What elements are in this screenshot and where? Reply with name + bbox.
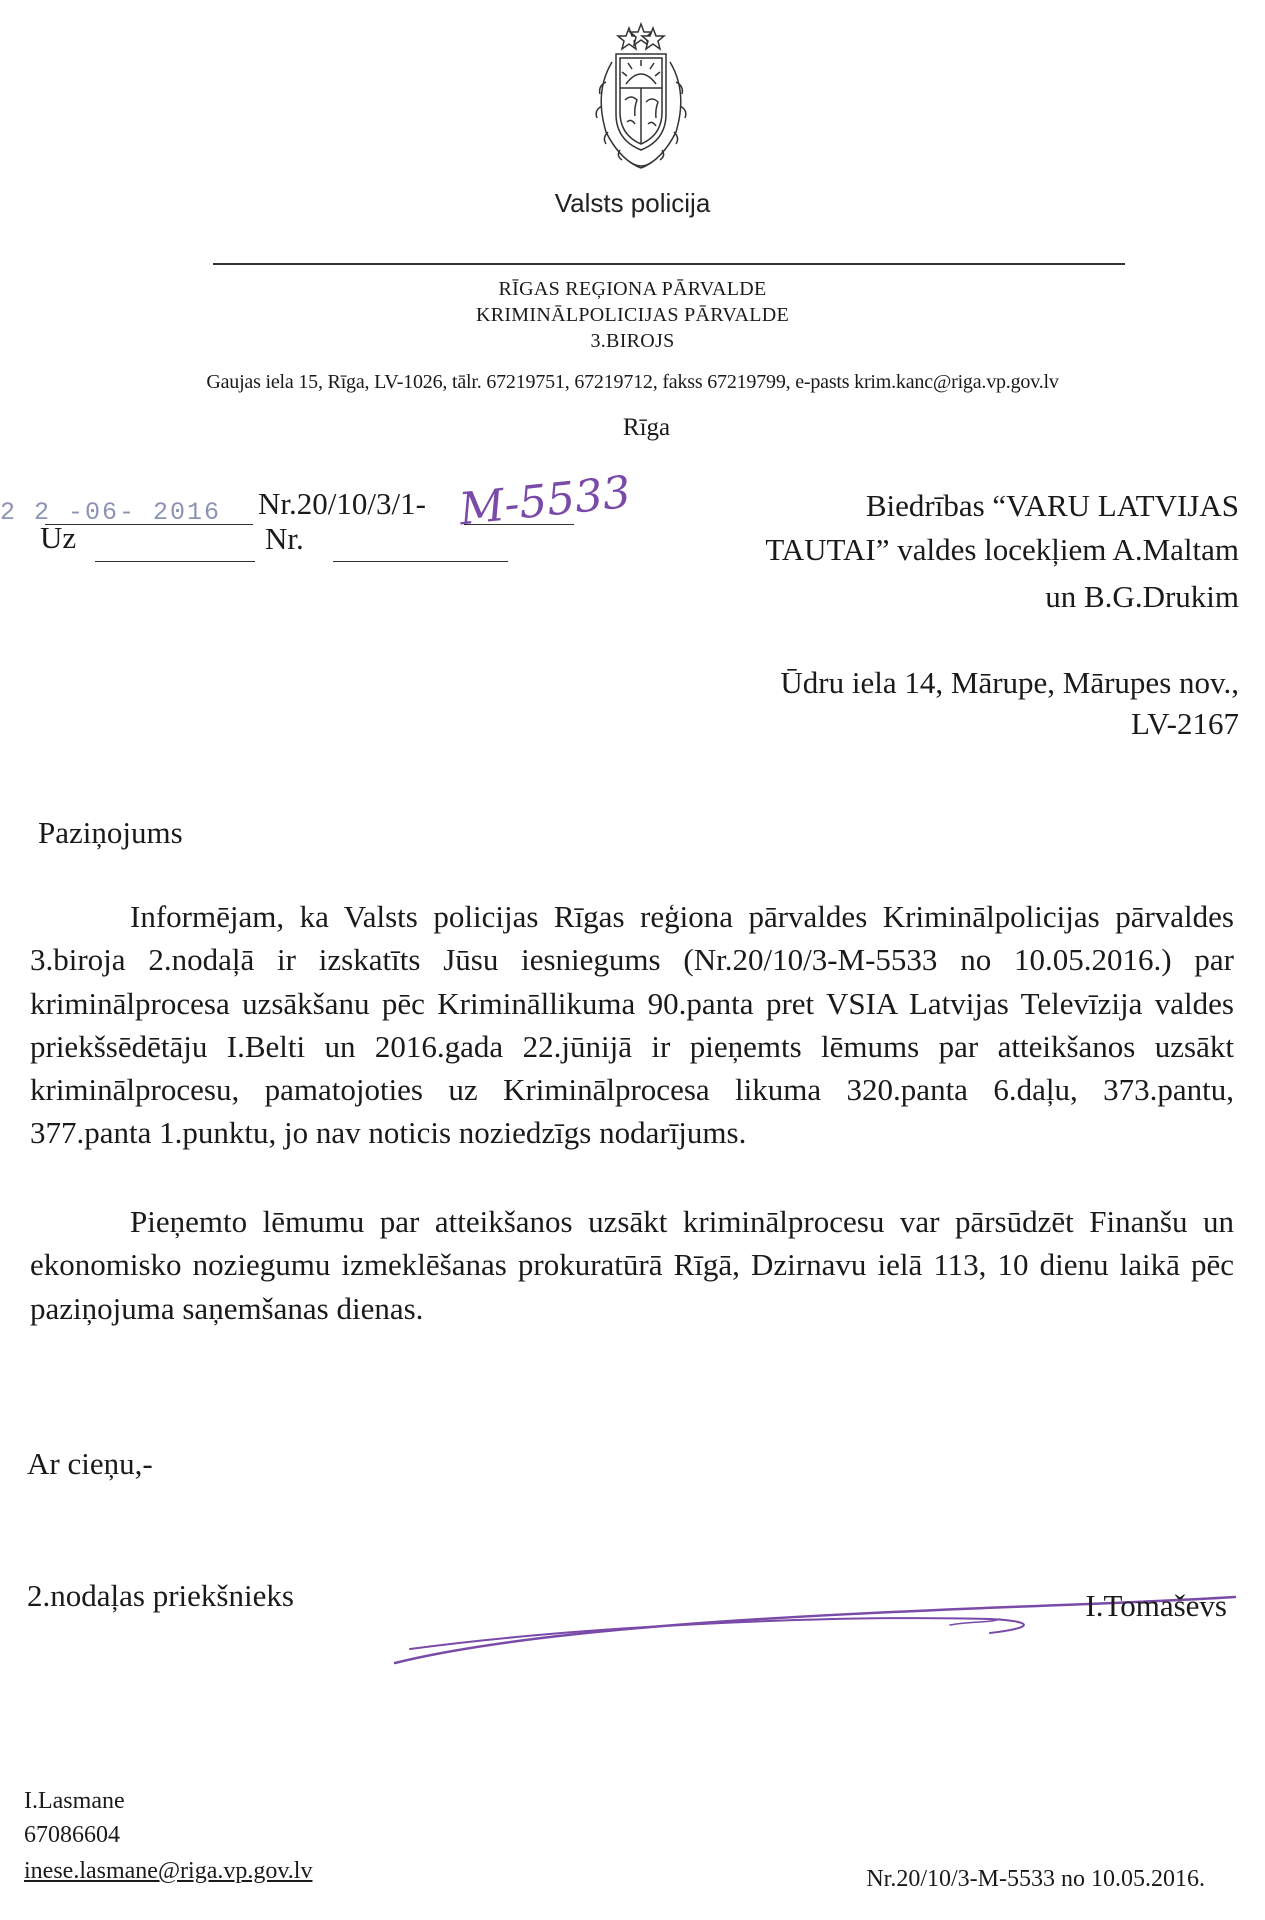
number-underline <box>464 524 574 525</box>
preparer-phone: 67086604 <box>24 1822 120 1848</box>
date-stamp: 2 2 -06- 2016 <box>0 498 222 527</box>
body-paragraph: Pieņemto lēmumu par atteikšanos uzsākt kriminālprocesu var pārsūdzēt Finanšu un ekonomisko noziegumu izmeklēšanas prokuratūrā Rīgā, Dzirnavu ielā 113, 10 dienu laikā pēc paziņojuma saņemšanas dienas. <box>30 1204 1234 1326</box>
department-line: RĪGAS REĢIONA PĀRVALDE <box>498 278 767 300</box>
header-divider <box>213 263 1125 265</box>
outgoing-number-label: Nr.20/10/3/1- <box>258 486 426 521</box>
handwritten-number <box>450 446 630 536</box>
reply-number-underline <box>333 561 508 562</box>
recipient-line: TAUTAI” valdes locekļiem A.Maltam <box>765 532 1239 567</box>
footer-reference: Nr.20/10/3-M-5533 no 10.05.2016. <box>866 1866 1205 1892</box>
coat-of-arms-emblem <box>572 22 710 182</box>
letter-subject: Paziņojums <box>38 815 183 850</box>
signer-title: 2.nodaļas priekšnieks <box>27 1578 294 1613</box>
handwritten-number-text: M-5533 <box>456 466 630 536</box>
preparer-email-link[interactable]: inese.lasmane@riga.vp.gov.lv <box>24 1858 313 1884</box>
department-line: KRIMINĀLPOLICIJAS PĀRVALDE <box>475 304 790 326</box>
recipient-address-line: Ūdru iela 14, Mārupe, Mārupes nov., <box>780 665 1239 700</box>
city-name: Rīga <box>622 414 671 441</box>
agency-name: Valsts policija <box>554 188 711 218</box>
signer-name: I.Tomaševs <box>1085 1588 1227 1623</box>
preparer-name: I.Lasmane <box>24 1788 125 1814</box>
date-underline <box>45 524 253 525</box>
recipient-line: Biedrības “VARU LATVIJAS <box>865 488 1239 523</box>
office-address: Gaujas iela 15, Rīga, LV-1026, tālr. 67219751, 67219712, fakss 67219799, e-pasts krim.kanc@riga.vp.gov.lv <box>206 371 1059 393</box>
reply-date-underline <box>95 561 255 562</box>
department-line: 3.BIROJS <box>590 330 675 352</box>
body-paragraph: Informējam, ka Valsts policijas Rīgas reģiona pārvaldes Kriminālpolicijas pārvaldes 3.biroja 2.nodaļā ir izskatīts Jūsu iesniegums (Nr.20/10/3-M-5533 no 10.05.2016.) par kriminālprocesa uzsākšanu pēc Krimināllikuma 90.panta pret VSIA Latvijas Televīzija valdes priekšsēdētāju I.Belti un 2016.gada 22.jūnijā ir pieņemts lēmums par atteikšanos uzsākt kriminālprocesu, pamatojoties uz Kriminālprocesa likuma 320.panta 6.daļu, 373.pantu, 377.panta 1.punktu, jo nav noticis noziedzīgs nodarījums. <box>30 899 1234 1151</box>
reply-number-label: Nr. <box>265 521 304 556</box>
recipient-postcode: LV-2167 <box>1131 706 1239 741</box>
recipient-line: un B.G.Drukim <box>1045 579 1239 614</box>
reply-to-label: Uz <box>40 520 77 555</box>
closing-greeting: Ar cieņu,- <box>27 1446 153 1481</box>
